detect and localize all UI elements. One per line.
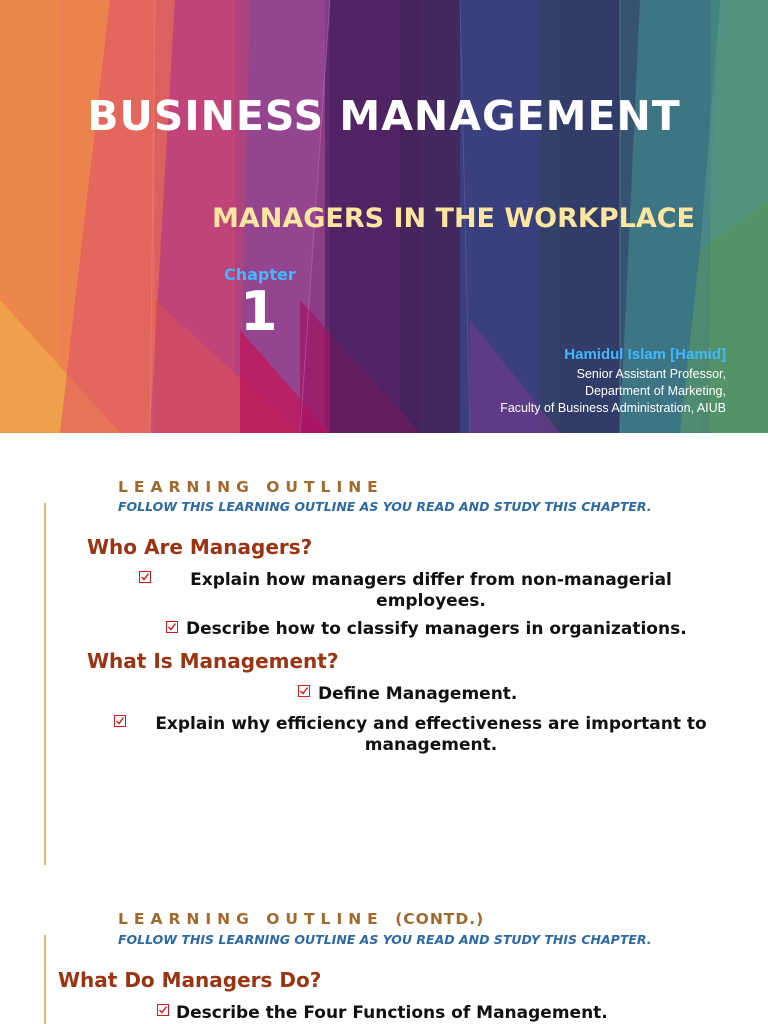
outline-subtitle: FOLLOW THIS LEARNING OUTLINE AS YOU READ AND STUDY THIS CHAPTER. bbox=[118, 499, 652, 514]
presentation-title: BUSINESS MANAGEMENT bbox=[87, 92, 681, 140]
outline-title bbox=[118, 910, 484, 928]
section-heading-what-do-managers-do: What Do Managers Do? bbox=[58, 968, 322, 992]
checkbox-icon bbox=[166, 621, 178, 633]
author-title: Senior Assistant Professor, bbox=[576, 367, 726, 381]
author-faculty: Faculty of Business Administration, AIUB bbox=[500, 401, 726, 415]
author-block bbox=[500, 346, 726, 417]
outline-subtitle: FOLLOW THIS LEARNING OUTLINE AS YOU READ AND STUDY THIS CHAPTER. bbox=[118, 932, 652, 947]
checkbox-icon bbox=[139, 571, 151, 583]
author-name: Hamidul Islam [Hamid] bbox=[564, 346, 726, 363]
presentation-subtitle: MANAGERS IN THE WORKPLACE bbox=[212, 203, 695, 234]
outline-item: Explain why efficiency and effectiveness are important to management. bbox=[155, 714, 707, 755]
section-heading-who-are-managers: Who Are Managers? bbox=[87, 535, 313, 559]
outline-title: LEARNING OUTLINE bbox=[118, 478, 384, 496]
checkbox-icon bbox=[114, 715, 126, 727]
title-slide bbox=[0, 0, 768, 433]
chapter-label: Chapter bbox=[224, 265, 296, 284]
outline-item: Define Management. bbox=[318, 684, 518, 704]
outline-item: Describe the Four Functions of Management. bbox=[176, 1003, 608, 1023]
accent-rule bbox=[44, 935, 46, 1024]
author-department: Department of Marketing, bbox=[584, 384, 726, 398]
outline-item: Describe how to classify managers in organizations. bbox=[186, 619, 687, 639]
checkbox-icon bbox=[157, 1004, 169, 1016]
section-heading-what-is-management: What Is Management? bbox=[87, 649, 339, 673]
outline-title-text: LEARNING OUTLINE bbox=[118, 910, 384, 928]
chapter-number: 1 bbox=[240, 280, 278, 343]
accent-rule bbox=[44, 503, 46, 865]
outline-item: Explain how managers differ from non-managerial employees. bbox=[190, 570, 672, 611]
outline-title-suffix: (CONTD.) bbox=[395, 910, 485, 928]
checkbox-icon bbox=[298, 685, 310, 697]
